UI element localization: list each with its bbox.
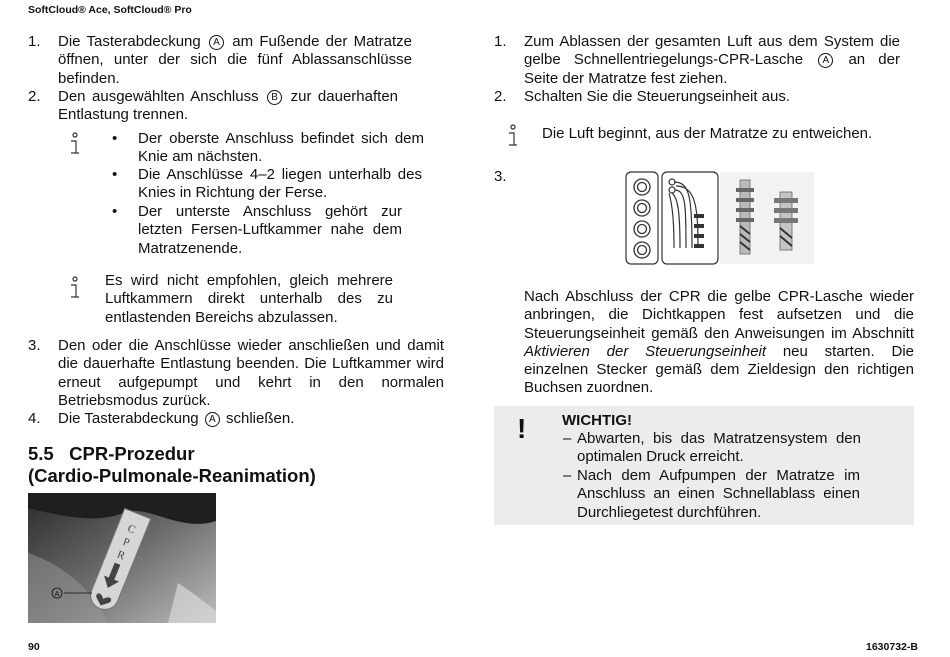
step-number: 3. [494,168,507,185]
connector-diagram [622,168,818,268]
tab-letter: P [121,535,132,550]
bullet-dot: • [112,130,118,147]
step-text: Den oder die Anschlüsse wieder anschließen und damit die dauerhafte Entlastung beenden. Die Luftkammer wird erneut aufgepumpt und kehrt in den normalen Betriebsmodus zurück. [58,337,444,409]
step-number: 4. [28,410,41,427]
step-number: 3. [28,337,41,354]
paragraph: Nach Abschluss der CPR die gelbe CPR-Lasche wieder anbringen, die Dichtkappen fest aufsetzen und die Steuerungseinheit gemäß den Anweisungen im Abschnitt Aktivieren der Steuerungseinheit neu starten. Die einzelnen Stecker gemäß dem Zieldesign den richtigen Buchsen zuordnen. [524,288,914,397]
step-number: 1. [28,33,41,50]
exclamation-icon: ! [517,413,527,444]
cpr-tab-photo [28,493,216,623]
step-number: 2. [494,88,507,105]
callout-marker: A [209,35,224,50]
dash-marker: – [563,430,572,447]
info-icon [506,124,520,148]
step-number: 1. [494,33,507,50]
info-icon [68,132,82,156]
tab-letter: R [115,548,127,563]
running-header: SoftCloud® Ace, SoftCloud® Pro [28,4,192,16]
step-text: Die Tasterabdeckung A schließen. [58,410,295,427]
step-text: Zum Ablassen der gesamten Luft aus dem System die gelbe Schnellentriegelungs-CPR-Lasche A an der Seite der Matratze fest ziehen. [524,33,900,87]
bullet-dot: • [112,166,118,183]
callout-marker: A [818,53,833,68]
warning-title: WICHTIG! [562,412,632,429]
callout-marker: B [267,90,282,105]
tab-letter: C [125,522,138,537]
dash-marker: – [563,467,572,484]
note-text: Die Luft beginnt, aus der Matratze zu entweichen. [542,125,873,142]
callout-marker: A [205,412,220,427]
info-icon [68,276,82,300]
step-number: 2. [28,88,41,105]
bullet-item: Die Anschlüsse 4–2 liegen unterhalb des Knies in Richtung der Ferse. [138,166,422,202]
photo-callout: A [54,591,60,598]
warning-box [494,406,914,525]
warning-item: Abwarten, bis das Matratzensystem den optimalen Druck erreicht. [577,430,861,466]
bullet-item: Der unterste Anschluss gehört zur letzten Fersen-Luftkammer nahe dem Matratzenende. [138,203,402,257]
bullet-item: Der oberste Anschluss befindet sich dem Knie am nächsten. [138,130,424,166]
bullet-dot: • [112,203,118,220]
section-heading: (Cardio-Pulmonale-Reanimation) [28,465,316,486]
step-text: Den ausgewählten Anschluss B zur dauerhaften Entlastung trennen. [58,88,399,124]
step-text: Die Tasterabdeckung A am Fußende der Matratze öffnen, unter der sich die fünf Ablassanschlüsse befinden. [58,33,412,87]
step-text: Schalten Sie die Steuerungseinheit aus. [524,88,791,105]
section-heading: 5.5 CPR-Prozedur [28,443,195,464]
page-number: 90 [28,641,40,653]
note-text: Es wird nicht empfohlen, gleich mehrere Luftkammern direkt unterhalb des zu entlastenden Bereichs abzulassen. [105,272,393,326]
document-number: 1630732-B [866,641,918,653]
warning-item: Nach dem Aufpumpen der Matratze im Anschluss an einen Schnellablass einen Durchliegetest durchführen. [577,467,860,521]
